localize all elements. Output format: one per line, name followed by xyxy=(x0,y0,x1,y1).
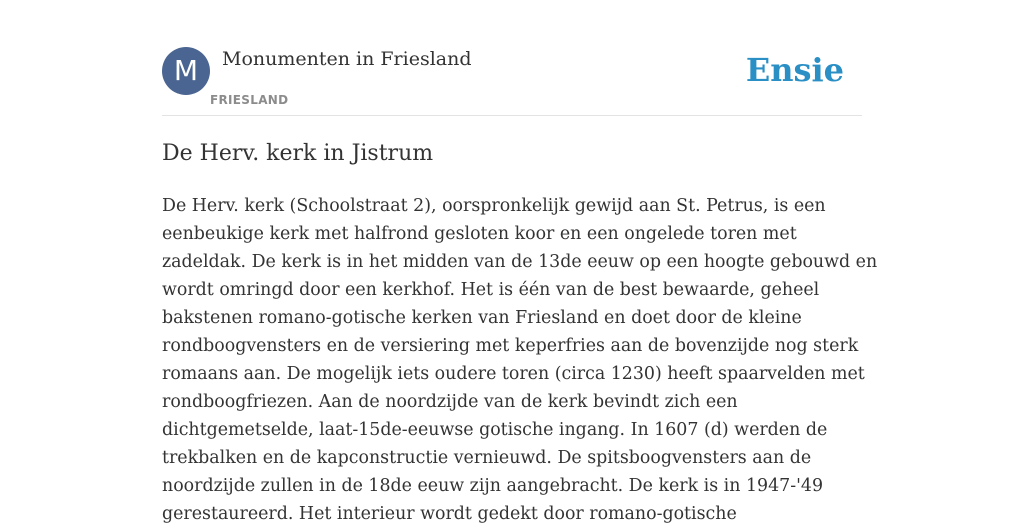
article-body-line: noordzijde zullen in de 18de eeuw zijn aangebracht. De kerk is in 1947-'49 xyxy=(162,476,824,496)
article-body-line: rondboogfriezen. Aan de noordzijde van de kerk bevindt zich een xyxy=(162,392,738,412)
article-body-line: eenbeukige kerk met halfrond gesloten koor en een ongelede toren met xyxy=(162,224,797,244)
article-body-line: De Herv. kerk (Schoolstraat 2), oorspronkelijk gewijd aan St. Petrus, is een xyxy=(162,196,826,216)
article-body-line: rondboogvensters en de versiering met keperfries aan de bovenzijde nog sterk xyxy=(162,336,859,356)
article-title: De Herv. kerk in Jistrum xyxy=(162,141,434,166)
article-body-line: wordt omringd door een kerkhof. Het is één van de best bewaarde, geheel xyxy=(162,280,820,300)
article-body-line: trekbalken en de kapconstructie vernieuwd. De spitsboogvensters aan de xyxy=(162,448,812,468)
source-title-link[interactable]: Monumenten in Friesland xyxy=(222,48,472,70)
article-body-line: gerestaureerd. Het interieur wordt gedekt door romano-gotische xyxy=(162,504,737,524)
brand-logo[interactable]: Ensie xyxy=(745,51,844,89)
article-body-line: zadeldak. De kerk is in het midden van de 13de eeuw op een hoogte gebouwd en xyxy=(162,252,878,272)
article-body-line: bakstenen romano-gotische kerken van Friesland en doet door de kleine xyxy=(162,308,802,328)
avatar[interactable]: M xyxy=(162,47,210,95)
article-body-line: dichtgemetselde, laat-15de-eeuwse gotische ingang. In 1607 (d) werden de xyxy=(162,420,828,440)
source-header xyxy=(162,47,862,116)
article-body xyxy=(162,192,878,528)
source-category-link[interactable]: FRIESLAND xyxy=(210,93,289,107)
article-body-line: romaans aan. De mogelijk iets oudere toren (circa 1230) heeft spaarvelden met xyxy=(162,364,865,384)
